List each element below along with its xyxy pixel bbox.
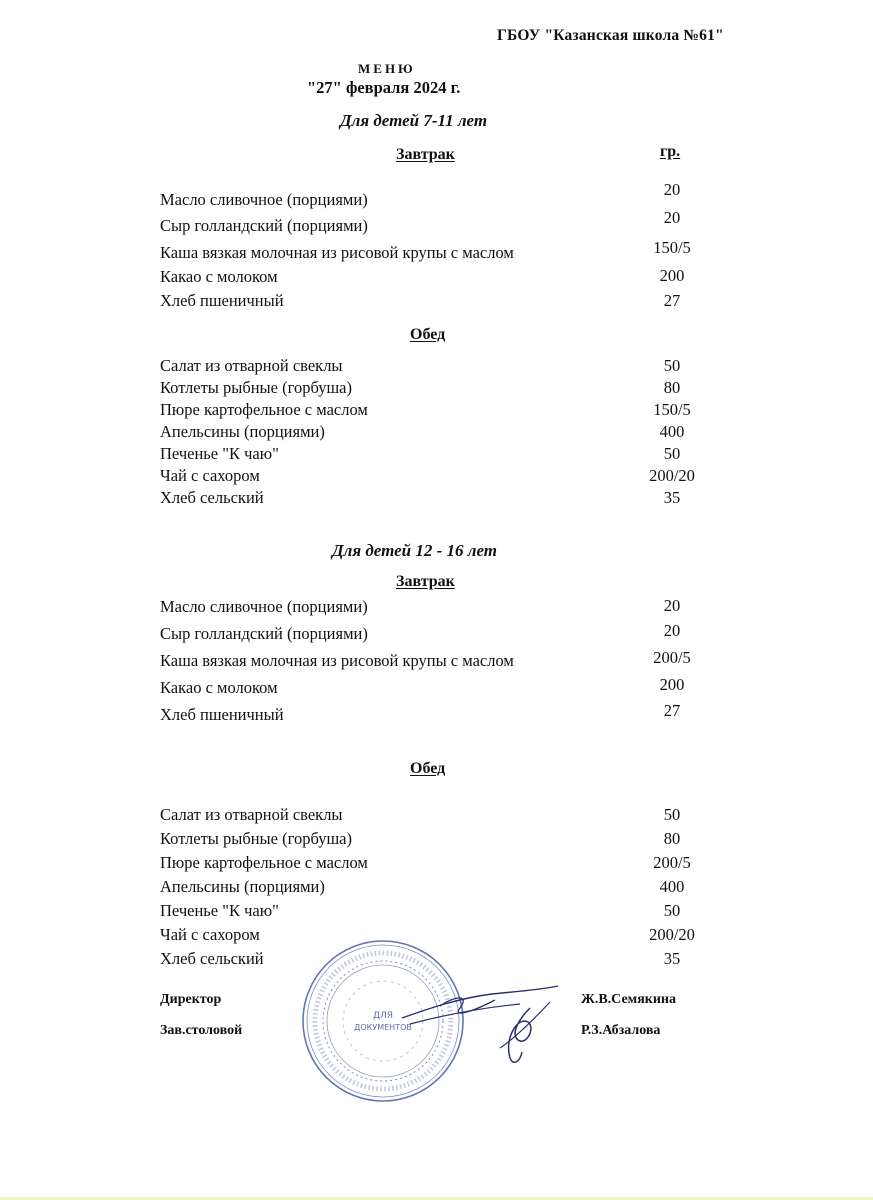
handwritten-signature: [400, 978, 560, 1068]
age-group-title: Для детей 12 - 16 лет: [332, 541, 498, 560]
menu-item-qty: 27: [663, 291, 681, 310]
menu-item-name: Сыр голландский (порциями): [160, 216, 368, 235]
menu-item-qty: 20: [663, 596, 681, 615]
school-name: ГБОУ "Казанская школа №61": [497, 27, 724, 44]
menu-item-name: Котлеты рыбные (горбуша): [160, 829, 352, 848]
menu-item-name: Хлеб сельский: [160, 488, 264, 507]
menu-item-name: Каша вязкая молочная из рисовой крупы с маслом: [160, 651, 514, 670]
menu-item-name: Чай с сахором: [160, 925, 260, 944]
age-group-title: Для детей 7-11 лет: [340, 111, 488, 130]
menu-item-name: Салат из отварной свеклы: [160, 356, 343, 375]
menu-item-name: Каша вязкая молочная из рисовой крупы с маслом: [160, 243, 514, 262]
menu-item-name: Чай с сахором: [160, 466, 260, 485]
menu-item-qty: 150/5: [653, 400, 691, 419]
canteen-manager-title: Зав.столовой: [160, 1023, 243, 1038]
menu-item-qty: 50: [663, 805, 681, 824]
menu-item-name: Хлеб сельский: [160, 949, 264, 968]
menu-item-qty: 200/20: [649, 925, 695, 944]
menu-item-qty: 50: [663, 901, 681, 920]
menu-item-name: Хлеб пшеничный: [160, 705, 284, 724]
menu-item-name: Масло сливочное (порциями): [160, 597, 368, 616]
menu-item-qty: 400: [659, 422, 685, 441]
menu-item-qty: 35: [663, 488, 681, 507]
menu-item-qty: 400: [659, 877, 685, 896]
menu-date: "27" февраля 2024 г.: [307, 78, 461, 97]
quantity-header: гр.: [660, 143, 681, 160]
menu-item-name: Апельсины (порциями): [160, 877, 325, 896]
menu-item-name: Масло сливочное (порциями): [160, 190, 368, 209]
menu-item-name: Какао с молоком: [160, 678, 278, 697]
svg-text:ДЛЯ: ДЛЯ: [372, 1011, 394, 1021]
menu-item-name: Котлеты рыбные (горбуша): [160, 378, 352, 397]
breakfast-title: Завтрак: [396, 573, 455, 590]
menu-item-name: Апельсины (порциями): [160, 422, 325, 441]
menu-item-qty: 20: [663, 621, 681, 640]
lunch-title: Обед: [410, 760, 446, 777]
menu-title: МЕНЮ: [358, 61, 416, 76]
menu-item-name: Какао с молоком: [160, 267, 278, 286]
lunch-title: Обед: [410, 326, 446, 343]
menu-item-name: Пюре картофельное с маслом: [160, 853, 368, 872]
menu-item-qty: 200: [659, 675, 685, 694]
menu-item-qty: 80: [663, 378, 681, 397]
menu-item-qty: 50: [663, 444, 681, 463]
canteen-manager-name: Р.З.Абзалова: [581, 1023, 661, 1038]
menu-item-qty: 150/5: [653, 238, 691, 257]
menu-item-qty: 20: [663, 208, 681, 227]
director-title: Директор: [160, 992, 222, 1007]
menu-item-qty: 200: [659, 266, 685, 285]
menu-item-qty: 200/5: [653, 648, 691, 667]
svg-text:ДОКУМЕНТОВ: ДОКУМЕНТОВ: [354, 1023, 412, 1032]
director-name: Ж.В.Семякина: [581, 992, 676, 1007]
menu-item-name: Салат из отварной свеклы: [160, 805, 343, 824]
menu-item-qty: 20: [663, 180, 681, 199]
menu-item-qty: 27: [663, 701, 681, 720]
menu-item-qty: 35: [663, 949, 681, 968]
menu-item-qty: 80: [663, 829, 681, 848]
menu-item-name: Хлеб пшеничный: [160, 291, 284, 310]
breakfast-title: Завтрак: [396, 146, 455, 163]
menu-item-name: Печенье "К чаю": [160, 901, 279, 920]
menu-item-qty: 200/20: [649, 466, 695, 485]
menu-item-name: Пюре картофельное с маслом: [160, 400, 368, 419]
menu-item-name: Сыр голландский (порциями): [160, 624, 368, 643]
menu-item-qty: 50: [663, 356, 681, 375]
menu-item-qty: 200/5: [653, 853, 691, 872]
menu-item-name: Печенье "К чаю": [160, 444, 279, 463]
